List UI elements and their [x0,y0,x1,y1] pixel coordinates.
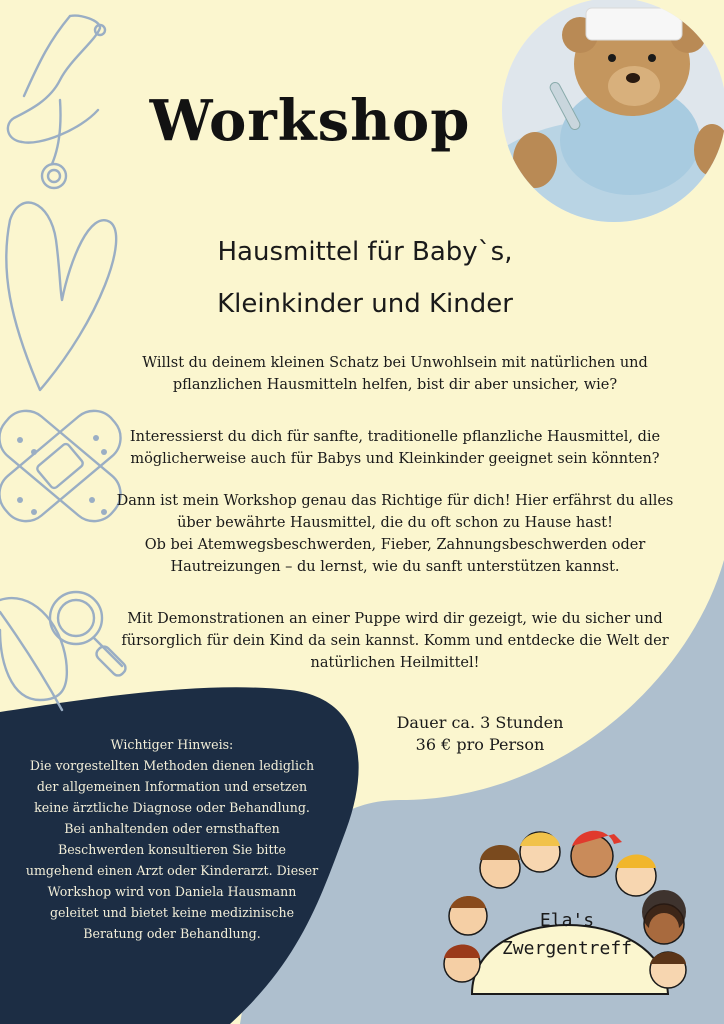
demo-paragraph [100,608,690,674]
intro-paragraph [100,352,690,396]
text-line: pflanzlichen Hausmitteln helfen, bist dir aber unsicher, wie? [172,377,618,393]
subtitle-line-1: Hausmittel für Baby`s, [217,237,513,267]
notice-line: keine ärztliche Diagnose oder Behandlung. [34,800,310,815]
text-line: Dann ist mein Workshop genau das Richtige für dich! Hier erfährst du alles [116,493,674,509]
notice-line: umgehend einen Arzt oder Kinderarzt. Dieser [25,863,319,878]
notice-line: Beschwerden konsultieren Sie bitte [57,842,287,857]
text-line: Interessierst du dich für sanfte, traditionelle pflanzliche Hausmittel, die [129,429,661,445]
workshop-details [360,712,600,756]
subtitle-line-2: Kleinkinder und Kinder [217,289,513,319]
text-line: über bewährte Hausmittel, die du oft schon zu Hause hast! [177,515,613,531]
logo-line-1: Ela's [539,910,595,931]
offer-paragraph [100,490,690,578]
workshop-title: Workshop [149,88,471,154]
notice-line: Beratung oder Behandlung. [83,926,261,941]
notice-line: geleitet und bietet keine medizinische [49,905,295,920]
notice-line: Workshop wird von Daniela Hausmann [47,884,297,899]
disclaimer-notice [12,734,332,944]
price-text: 36 € pro Person [415,735,545,754]
duration-text: Dauer ca. 3 Stunden [396,713,564,732]
text-line: fürsorglich für dein Kind da sein kannst. Komm und entdecke die Welt der [121,633,669,649]
text-line: Willst du deinem kleinen Schatz bei Unwohlsein mit natürlichen und [142,355,648,371]
interest-paragraph [100,426,690,470]
workshop-subtitle [150,226,580,330]
notice-line: der allgemeinen Information und ersetzen [36,779,308,794]
logo-line-2: Zwergentreff [501,938,633,959]
notice-line: Wichtiger Hinweis: [110,737,234,752]
children-logo [432,812,702,1002]
text-line: Mit Demonstrationen an einer Puppe wird dir gezeigt, wie du sicher und [127,611,663,627]
text-line: natürlichen Heilmittel! [310,655,480,671]
text-line: Hautreizungen – du lernst, wie du sanft unterstützen kannst. [170,559,620,575]
children-logo-art [432,812,702,1002]
text-line: möglicherweise auch für Babys und Kleinkinder geeignet sein könnten? [130,451,660,467]
notice-line: Die vorgestellten Methoden dienen lediglich [29,758,315,773]
notice-line: Bei anhaltenden oder ernsthaften [64,821,280,836]
text-line: Ob bei Atemwegsbeschwerden, Fieber, Zahnungsbeschwerden oder [144,537,646,553]
